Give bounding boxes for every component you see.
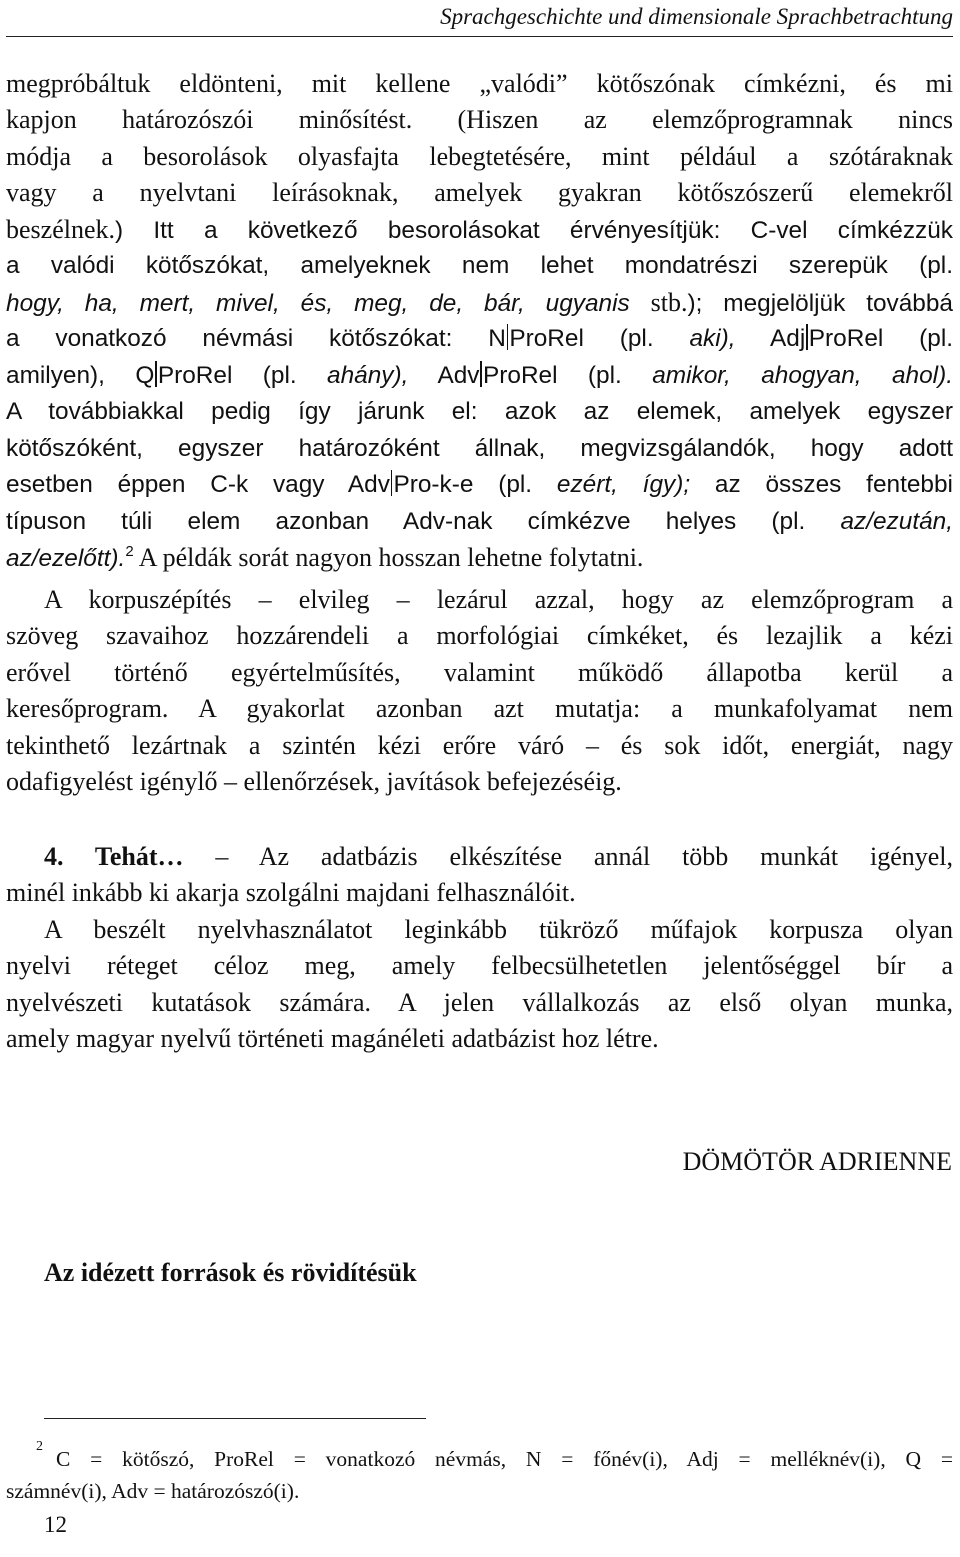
text-line: vagy a nyelvtani leírásoknak, amelyek gyakran kötőszószerű elemekről [6,178,953,207]
example-word: aki), [689,325,736,352]
author-name: DÖMÖTÖR ADRIENNE [682,1147,952,1176]
text-span: ProRel (pl. [157,362,297,389]
text-line: odafigyelést igénylő – ellenőrzések, javítások befejezéséig. [6,767,622,796]
text-span: C = kötőszó, ProRel = vonatkozó névmás, N = főnév(i), Adj = melléknév(i), Q = [56,1447,953,1471]
text-line: keresőprogram. A gyakorlat azonban azt mutatja: a munkafolyamat nem [6,694,953,723]
footnote-ref[interactable]: 2 [125,543,134,560]
text-span: amilyen), Q [6,362,155,389]
text-line: amely magyar nyelvű történeti magánéleti adatbázist hoz létre. [6,1024,659,1053]
text-line [6,540,953,576]
text-line [6,467,953,503]
example-list: hogy, ha, mert, mivel, és, meg, de, bár, ugyanis [6,290,630,317]
example-list: ezért, így); [556,471,691,498]
text-line: kapjon határozószói minősítést. (Hiszen az elemzőprogramnak nincs [6,105,953,134]
text-span: a vonatkozó névmási kötőszókat: N [6,325,506,352]
text-span: esetben éppen C-k vagy Adv [6,471,390,498]
separator-bar [480,361,482,387]
running-header: Sprachgeschichte und dimensionale Sprachbetrachtung [440,4,953,29]
text-line [6,321,953,357]
text-line: minél inkább ki akarja szolgálni majdani felhasználóit. [6,878,576,907]
example-word: az/ezelőtt). [6,545,126,572]
text-line: szöveg szavaihoz hozzárendeli a morfológiai címkéket, és lezajlik a kézi [6,621,953,650]
text-span: Adv [437,362,480,389]
text-span: Pro-k-e (pl. [393,471,533,498]
text-line [6,504,953,540]
section-title: Az idézett források és rövidítésük [44,1258,417,1287]
text-line [6,212,953,248]
text-line: A továbbiakkal pedig így járunk el: azok az elemek, amelyek egyszer [6,398,953,425]
text-span: az összes fentebbi [714,471,953,498]
header-rule [6,36,953,37]
page-number: 12 [44,1512,67,1537]
footnote-mark: 2 [36,1439,43,1454]
example-word: ahány), [327,362,409,389]
text-span: Adj [770,325,806,352]
text-span: A példák sorát nagyon hosszan lehetne folytatni. [133,543,644,572]
text-line: A korpuszépítés – elvileg – lezárul azzal, hogy az elemzőprogram a [44,585,953,614]
text-line: módja a besorolások olyasfajta lebegtetésére, mint például a szótáraknak [6,142,953,171]
text-span: – Az adatbázis elkészítése annál több munkát igényel, [183,842,953,871]
text-line: tekinthető lezártnak a szintén kézi erőre váró – és sok időt, energiát, nagy [6,731,953,760]
text-line [6,285,953,321]
separator-bar [806,324,808,350]
text-line: kötőszóként, egyszer határozóként állnak, megvizsgálandók, hogy adott [6,435,953,462]
text-line [44,839,953,875]
section-lead: 4. Tehát… [44,842,184,871]
text-span: ProRel (pl. [482,362,622,389]
text-span: típuson túli elem azonban Adv-nak címkézve helyes (pl. [6,508,806,535]
text-span: ); megjelöljük továbbá [687,290,953,317]
text-line: nyelvészeti kutatások számára. A jelen vállalkozás az első olyan munka, [6,988,953,1017]
separator-bar [155,361,157,387]
text-span: stb. [650,288,688,317]
text-span: ProRel (pl. [509,325,654,352]
example-list: amikor, ahogyan, ahol). [652,362,953,389]
text-line: A beszélt nyelvhasználatot leginkább tükröző műfajok korpusza olyan [44,915,953,944]
footnote-line: számnév(i), Adv = határozószó(i). [6,1479,300,1503]
text-line: nyelvi réteget céloz meg, amely felbecsülhetetlen jelentőséggel bír a [6,951,953,980]
text-span: ) Itt a következő besorolásokat érvényesítjük: C-vel címkézzük [115,217,953,244]
text-line: a valódi kötőszókat, amelyeknek nem lehet mondatrészi szerepük (pl. [6,252,953,279]
text-line: erővel történő egyértelműsítés, valamint működő állapotba kerül a [6,658,953,687]
text-span: beszélnek. [6,215,116,244]
example-word: az/ezután, [840,508,953,535]
footnote-rule [44,1418,426,1419]
text-line [6,358,953,394]
footnote-line [36,1444,953,1474]
text-span: ProRel (pl. [808,325,954,352]
text-line: megpróbáltuk eldönteni, mit kellene „valódi” kötőszónak címkézni, és mi [6,69,953,98]
